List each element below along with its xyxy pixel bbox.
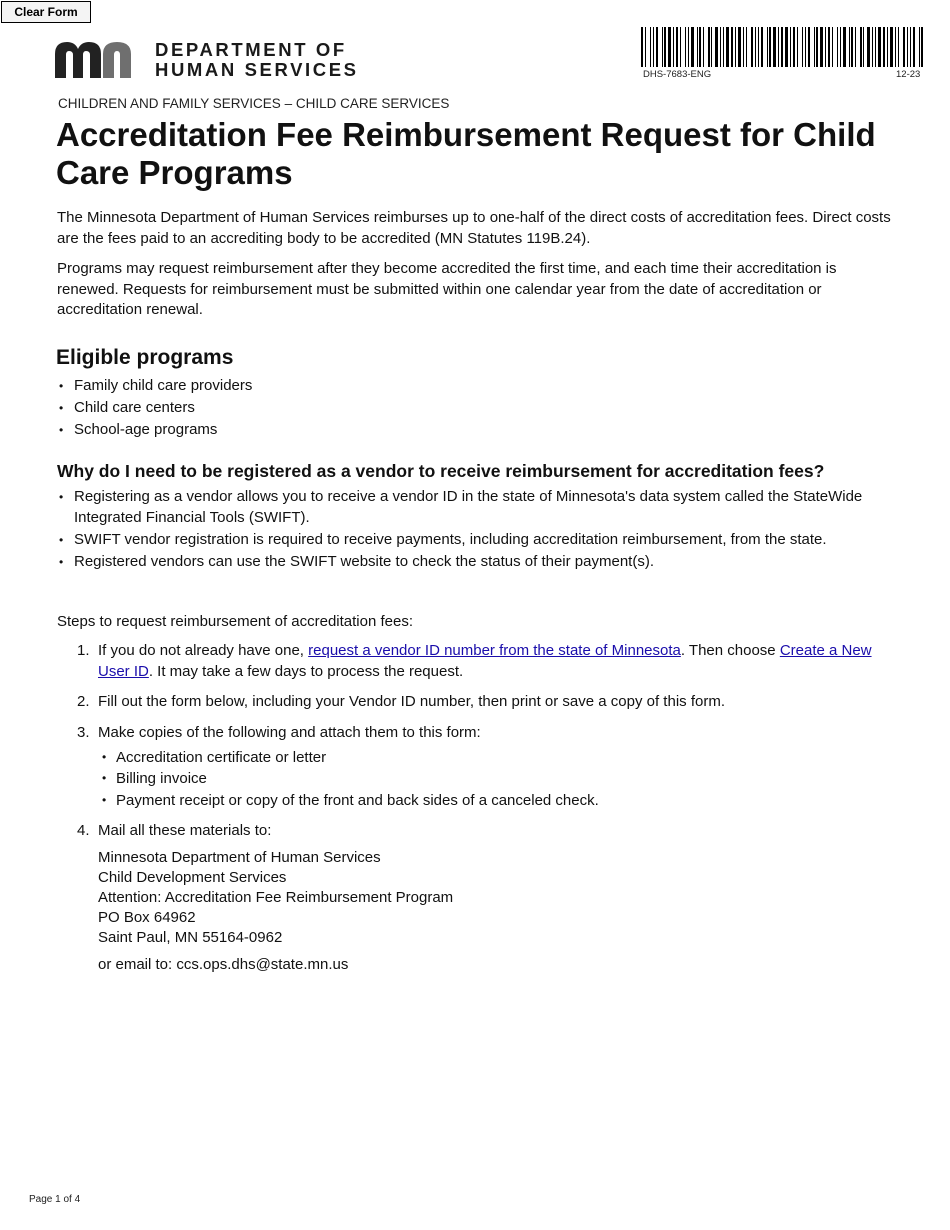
- step-number: 4.: [77, 822, 90, 839]
- barcode-bar: [851, 27, 853, 67]
- logo-line-2: HUMAN SERVICES: [155, 59, 359, 80]
- barcode-bar: [723, 27, 724, 67]
- list-item: • Family child care providers: [57, 376, 887, 397]
- address-line: Attention: Accreditation Fee Reimbursement Program: [98, 888, 454, 906]
- division-label: CHILDREN AND FAMILY SERVICES – CHILD CARE SERVICES: [58, 96, 450, 111]
- barcode-bar: [731, 27, 733, 67]
- barcode: [641, 27, 923, 67]
- form-date: 12-23: [896, 69, 921, 80]
- list-item: • Child care centers: [57, 398, 887, 419]
- barcode-bar: [720, 27, 721, 67]
- step-1-text-post: . It may take a few days to process the request.: [148, 662, 464, 680]
- email-line: or email to: ccs.ops.dhs@state.mn.us: [98, 955, 349, 973]
- step-4-text: Mail all these materials to:: [98, 822, 272, 839]
- barcode-bar: [875, 27, 876, 67]
- step-1-text-mid: . Then choose: [680, 642, 780, 659]
- barcode-bar: [691, 27, 694, 67]
- barcode-bar: [840, 27, 841, 67]
- intro-paragraph-1: The Minnesota Department of Human Services reimburses up to one-half of the direct costs of accreditation fees. Direct costs are the fees paid to an accrediting body to be accredited (MN Statutes 119B.24).: [57, 209, 891, 247]
- list-item: • SWIFT vendor registration is required to receive payments, including accreditation reimbursement, from the state.: [57, 530, 887, 551]
- step-1: [57, 641, 897, 682]
- barcode-bar: [903, 27, 905, 67]
- address-line: PO Box 64962: [98, 908, 196, 926]
- barcode-bar: [793, 27, 795, 67]
- barcode-bar: [863, 27, 864, 67]
- attachments-list: [98, 747, 897, 812]
- barcode-bar: [887, 27, 888, 67]
- barcode-bar: [832, 27, 833, 67]
- barcode-bar: [761, 27, 763, 67]
- barcode-bar: [913, 27, 915, 67]
- barcode-bar: [697, 27, 698, 67]
- step-number: 3.: [77, 724, 90, 741]
- barcode-bar: [802, 27, 803, 67]
- create-user-id-link[interactable]: Create a New User ID: [98, 642, 872, 680]
- barcode-bar: [758, 27, 759, 67]
- barcode-bar: [816, 27, 818, 67]
- barcode-bar: [767, 27, 768, 67]
- barcode-bar: [645, 27, 646, 67]
- barcode-bar: [867, 27, 870, 67]
- barcode-bar: [825, 27, 826, 67]
- barcode-bar: [755, 27, 756, 67]
- barcode-bar: [735, 27, 736, 67]
- barcode-bar: [910, 27, 911, 67]
- vendor-list: [57, 487, 887, 574]
- barcode-bar: [878, 27, 881, 67]
- step-2-text: Fill out the form below, including your Vendor ID number, then print or save a copy of this form.: [98, 693, 725, 710]
- barcode-bar: [751, 27, 753, 67]
- barcode-bar: [688, 27, 689, 67]
- vendor-id-request-link[interactable]: request a vendor ID number from the state of Minnesota: [308, 642, 681, 659]
- barcode-bar: [843, 27, 846, 67]
- steps-intro: Steps to request reimbursement of accreditation fees:: [57, 613, 414, 630]
- step-2: [57, 692, 897, 713]
- step-3-text: Make copies of the following and attach them to this form:: [98, 724, 481, 741]
- barcode-bar: [703, 27, 704, 67]
- address-line: Saint Paul, MN 55164-0962: [98, 928, 283, 946]
- barcode-bar: [641, 27, 643, 67]
- barcode-bar: [898, 27, 899, 67]
- form-id: DHS-7683-ENG: [643, 69, 712, 80]
- vendor-heading: Why do I need to be registered as a vendor to receive reimbursement for accreditation fees?: [57, 461, 825, 481]
- barcode-bar: [738, 27, 741, 67]
- barcode-bar: [872, 27, 873, 67]
- barcode-bar: [664, 27, 666, 67]
- barcode-bar: [685, 27, 686, 67]
- list-item: • Registered vendors can use the SWIFT website to check the status of their payment(s).: [57, 552, 887, 573]
- barcode-bar: [781, 27, 783, 67]
- barcode-bar: [743, 27, 744, 67]
- page-title: Accreditation Fee Reimbursement Request for Child Care Programs: [56, 116, 876, 191]
- barcode-bar: [805, 27, 806, 67]
- barcode-bar: [653, 27, 654, 67]
- barcode-bar: [849, 27, 850, 67]
- barcode-bar: [673, 27, 674, 67]
- list-item: • Registering as a vendor allows you to receive a vendor ID in the state of Minnesota's data system called the StateWide Integrated Financial Tools (SWIFT).: [57, 487, 887, 528]
- barcode-bar: [890, 27, 893, 67]
- barcode-bar: [715, 27, 718, 67]
- list-item: • Payment receipt or copy of the front and back sides of a canceled check.: [98, 790, 897, 812]
- barcode-bar: [676, 27, 678, 67]
- barcode-bar: [785, 27, 788, 67]
- clear-form-button[interactable]: Clear Form: [1, 1, 91, 23]
- address-line: Minnesota Department of Human Services: [98, 848, 381, 866]
- barcode-bar: [773, 27, 776, 67]
- barcode-bar: [837, 27, 838, 67]
- page-number: Page 1 of 4: [29, 1194, 81, 1205]
- list-item: • Billing invoice: [98, 768, 897, 790]
- barcode-bar: [668, 27, 671, 67]
- list-item: • School-age programs: [57, 420, 887, 441]
- barcode-bar: [711, 27, 712, 67]
- barcode-bar: [769, 27, 771, 67]
- barcode-bar: [790, 27, 791, 67]
- barcode-bar: [746, 27, 747, 67]
- step-number: 2.: [77, 693, 90, 710]
- step-4: [57, 821, 897, 975]
- barcode-bar: [797, 27, 798, 67]
- barcode-bar: [708, 27, 710, 67]
- barcode-bar: [860, 27, 862, 67]
- barcode-bar: [883, 27, 885, 67]
- logo-line-1: DEPARTMENT OF: [155, 39, 347, 60]
- mailing-address: [98, 848, 897, 948]
- barcode-bar: [650, 27, 651, 67]
- step-3: [57, 723, 897, 811]
- barcode-bar: [907, 27, 908, 67]
- intro-paragraph-2: Programs may request reimbursement after they become accredited the first time, and each time their accreditation is renewed. Requests for reimbursement must be submitted within one calendar year from the date of accreditation or accreditation renewal.: [57, 260, 837, 318]
- barcode-bar: [814, 27, 815, 67]
- list-item: • Accreditation certificate or letter: [98, 747, 897, 769]
- barcode-bar: [895, 27, 896, 67]
- barcode-bar: [680, 27, 681, 67]
- barcode-bar: [778, 27, 779, 67]
- barcode-bar: [921, 27, 923, 67]
- barcode-bar: [808, 27, 810, 67]
- eligible-heading: Eligible programs: [56, 346, 234, 369]
- barcode-bar: [828, 27, 830, 67]
- step-number: 1.: [77, 642, 90, 659]
- step-1-text: If you do not already have one,: [98, 642, 309, 659]
- eligible-list: [57, 376, 887, 442]
- barcode-bar: [855, 27, 856, 67]
- barcode-bar: [919, 27, 920, 67]
- address-line: Child Development Services: [98, 868, 287, 886]
- mn-logo-icon: [55, 40, 147, 80]
- barcode-bar: [820, 27, 823, 67]
- barcode-bar: [726, 27, 729, 67]
- barcode-bar: [699, 27, 701, 67]
- barcode-bar: [662, 27, 663, 67]
- barcode-bar: [656, 27, 658, 67]
